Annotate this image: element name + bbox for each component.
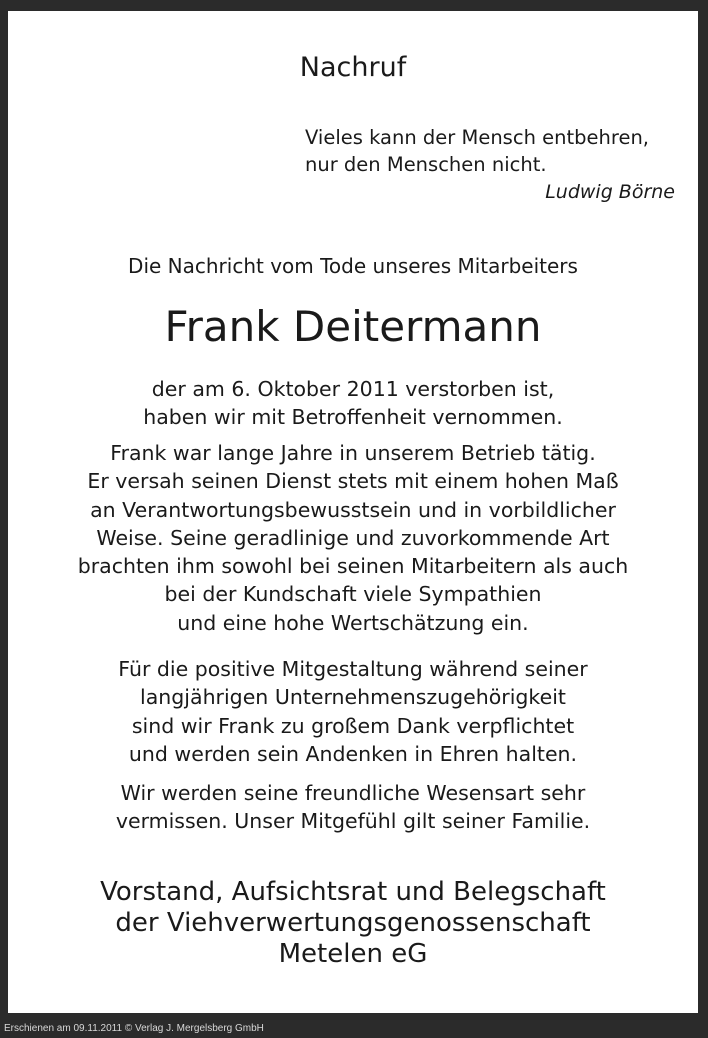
paragraph-line: an Verantwortungsbewusstsein und in vorbildlicher	[90, 497, 616, 522]
intro-text: Die Nachricht vom Tode unseres Mitarbeiters	[128, 254, 578, 278]
death-statement	[8, 375, 698, 431]
quote	[305, 124, 649, 178]
paragraph-line: und werden sein Andenken in Ehren halten.	[128, 741, 578, 766]
paragraph-condolence	[8, 779, 698, 836]
paragraph-line: vermissen. Unser Mitgefühl gilt seiner Familie.	[115, 809, 591, 834]
signature-block	[8, 877, 698, 970]
paragraph-career	[8, 439, 698, 637]
deceased-name: Frank Deitermann	[164, 302, 542, 351]
paragraph-line: Für die positive Mitgestaltung während seiner	[118, 657, 588, 681]
obituary-notice	[8, 11, 698, 1013]
quote-line: nur den Menschen nicht.	[305, 153, 547, 176]
paragraph-line: bei der Kundschaft viele Sympathien	[164, 582, 542, 607]
death-line: der am 6. Oktober 2011 verstorben ist,	[151, 377, 555, 401]
publication-footer: Erschienen am 09.11.2011 © Verlag J. Mergelsberg GmbH	[4, 1023, 264, 1034]
paragraph-line: langjährigen Unternehmenszugehörigkeit	[140, 685, 566, 710]
paragraph-line: Wir werden seine freundliche Wesensart sehr	[120, 781, 586, 805]
notice-title: Nachruf	[299, 52, 407, 83]
signature-line: der Viehverwertungsgenossenschaft	[115, 908, 591, 938]
paragraph-line: Weise. Seine geradlinige und zuvorkommende Art	[96, 525, 610, 550]
signature-line: Vorstand, Aufsichtsrat und Belegschaft	[100, 877, 606, 907]
paragraph-gratitude	[8, 655, 698, 768]
quote-author: Ludwig Börne	[545, 181, 675, 203]
death-line: haben wir mit Betroffenheit vernommen.	[143, 405, 563, 429]
paragraph-line: Frank war lange Jahre in unserem Betrieb tätig.	[110, 441, 596, 465]
paragraph-line: Er versah seinen Dienst stets mit einem hohen Maß	[87, 469, 619, 494]
paragraph-line: sind wir Frank zu großem Dank verpflichtet	[131, 713, 575, 738]
paragraph-line: brachten ihm sowohl bei seinen Mitarbeitern als auch	[77, 554, 629, 579]
quote-line: Vieles kann der Mensch entbehren,	[305, 126, 650, 149]
signature-line: Metelen eG	[278, 939, 428, 969]
paragraph-line: und eine hohe Wertschätzung ein.	[177, 610, 529, 635]
